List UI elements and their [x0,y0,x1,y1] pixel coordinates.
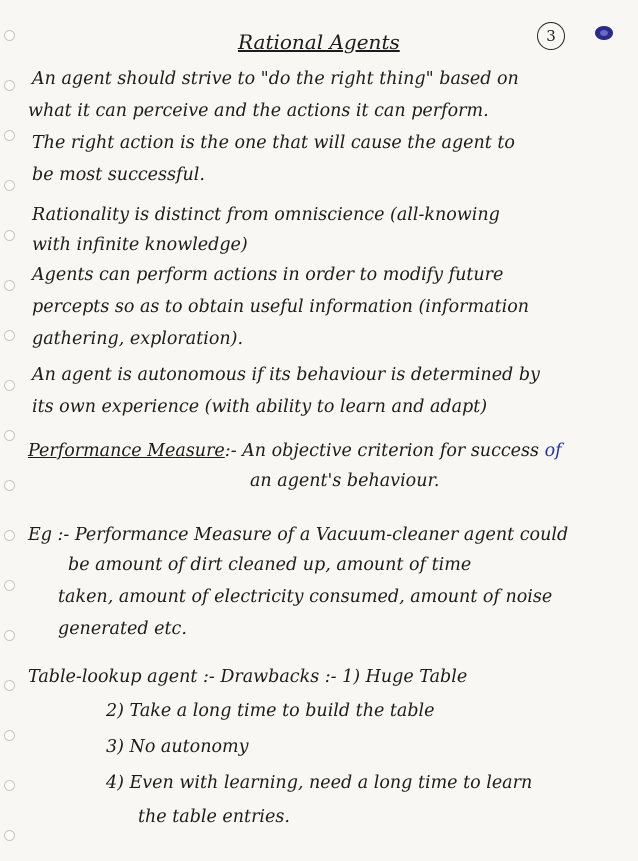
blue-ink-word: of [544,441,562,461]
punch-hole [4,680,15,691]
list-item: 3) No autonomy [106,737,249,757]
ink-scribble-icon [593,24,615,42]
text-line: gathering, exploration). [32,329,244,349]
text-line: Eg :- Performance Measure of a Vacuum-cleaner agent could [28,525,569,545]
text-line: Agents can perform actions in order to modify future [32,265,504,285]
punch-hole [4,180,15,191]
performance-measure-line [28,440,562,462]
punch-hole [4,780,15,791]
punch-hole [4,830,15,841]
text-line: taken, amount of electricity consumed, amount of noise [58,587,553,607]
text-line: with infinite knowledge) [32,235,248,255]
list-item: the table entries. [138,807,290,827]
text-line: percepts so as to obtain useful information (information [32,297,530,317]
text-line: an agent's behaviour. [250,471,440,491]
text-line: Rationality is distinct from omniscience (all-knowing [32,205,500,225]
punch-hole [4,480,15,491]
punch-hole [4,580,15,591]
punch-hole [4,130,15,141]
table-lookup-line: Table-lookup agent :- Drawbacks :- 1) Huge Table [28,667,468,687]
punch-hole [4,630,15,641]
text-line: be most successful. [32,165,205,185]
punch-hole [4,280,15,291]
handwritten-notes [28,20,624,850]
punch-hole [4,730,15,741]
page-title: Rational Agents [238,30,400,54]
text-line: An agent is autonomous if its behaviour is determined by [32,365,540,385]
punch-hole [4,530,15,541]
punch-hole [4,30,15,41]
list-item: 2) Take a long time to build the table [106,701,435,721]
punch-hole [4,430,15,441]
text-line: its own experience (with ability to learn and adapt) [32,397,488,417]
punch-hole [4,80,15,91]
punch-hole [4,330,15,341]
text-line: what it can perceive and the actions it can perform. [28,101,489,121]
text-line: An agent should strive to "do the right thing" based on [32,69,519,89]
performance-measure-heading: Performance Measure [28,441,225,461]
performance-measure-definition: :- An objective criterion for success [224,441,539,461]
punch-hole [4,380,15,391]
text-line: generated etc. [58,619,187,639]
punch-holes [2,0,18,861]
page-number: 3 [537,22,565,50]
list-item: 4) Even with learning, need a long time to learn [106,773,533,793]
text-line: be amount of dirt cleaned up, amount of time [68,555,472,575]
text-line: The right action is the one that will cause the agent to [32,133,515,153]
punch-hole [4,230,15,241]
